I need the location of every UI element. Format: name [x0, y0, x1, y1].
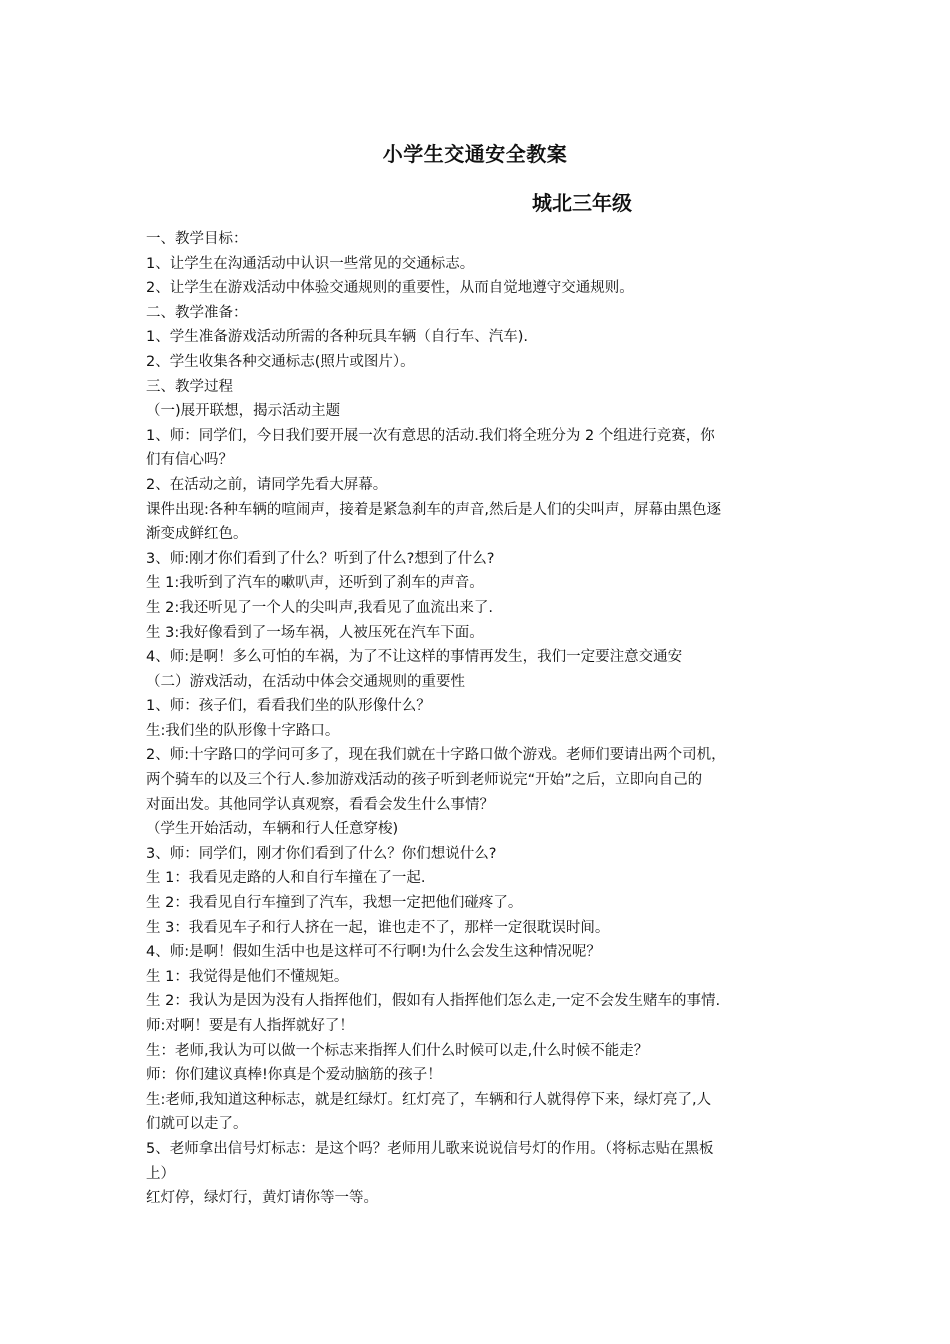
- text-line: 2、让学生在游戏活动中体验交通规则的重要性，从而自觉地遵守交通规则。: [146, 280, 634, 297]
- document-subtitle: 城北三年级: [532, 191, 632, 215]
- text-line: 1、让学生在沟通活动中认识一些常见的交通标志。: [146, 255, 475, 272]
- text-line: 2、师:十字路口的学问可多了，现在我们就在十字路口做个游戏。老师们要请出两个司机，: [146, 747, 726, 764]
- text-line: 师：你们建议真棒!你真是个爱动脑筋的孩子！: [146, 1067, 442, 1084]
- text-line: 红灯停，绿灯行，黄灯请你等一等。: [146, 1190, 378, 1207]
- text-line: 两个骑车的以及三个行人.参加游戏活动的孩子听到老师说完“开始”之后，立即向自己的: [146, 772, 703, 789]
- text-line: 4、师:是啊！多么可怕的车祸，为了不让这样的事情再发生，我们一定要注意交通安: [146, 649, 683, 666]
- text-line: 生 2：我认为是因为没有人指挥他们，假如有人指挥他们怎么走,一定不会发生赌车的事情.: [146, 993, 721, 1010]
- text-line: （学生开始活动，车辆和行人任意穿梭): [146, 821, 399, 838]
- text-line: 生 2：我看见自行车撞到了汽车，我想一定把他们碰疼了。: [146, 895, 523, 912]
- text-line: （一)展开联想，揭示活动主题: [146, 403, 341, 420]
- text-line: 3、师：同学们，刚才你们看到了什么？你们想说什么?: [146, 845, 497, 862]
- text-line: 生 3:我好像看到了一场车祸，人被压死在汽车下面。: [146, 624, 484, 641]
- text-line: 生 1:我听到了汽车的嗽叭声，还听到了刹车的声音。: [146, 575, 484, 592]
- document-title: 小学生交通安全教案: [382, 142, 568, 166]
- text-line: 4、师:是啊！假如生活中也是这样可不行啊!为什么会发生这种情况呢？: [146, 944, 601, 961]
- text-line: 1、师：同学们，今日我们要开展一次有意思的活动.我们将全班分为 2 个组进行竞赛，你: [146, 427, 715, 444]
- text-line: 渐变成鲜红色。: [146, 526, 248, 543]
- text-line: 生 3：我看见车子和行人挤在一起，谁也走不了，那样一定很耽误时间。: [146, 919, 610, 936]
- text-line: 生 1：我看见走路的人和自行车撞在了一起.: [146, 870, 426, 887]
- text-line: 生 2:我还听见了一个人的尖叫声,我看见了血流出来了.: [146, 599, 493, 616]
- text-line: 们有信心吗？: [146, 452, 233, 469]
- text-line: 生:我们坐的队形像十字路口。: [146, 722, 340, 739]
- text-line: 1、师：孩子们，看看我们坐的队形像什么？: [146, 698, 431, 715]
- text-line: 三、教学过程: [146, 378, 233, 395]
- document-body: [146, 227, 810, 1211]
- text-line: 生 1：我觉得是他们不懂规矩。: [146, 968, 349, 985]
- text-line: 生：老师,我认为可以做一个标志来指挥人们什么时候可以走,什么时候不能走？: [146, 1042, 649, 1059]
- text-line: 对面出发。其他同学认真观察，看看会发生什么事情？: [146, 796, 494, 813]
- text-line: 5、老师拿出信号灯标志：是这个吗？老师用儿歌来说说信号灯的作用。（将标志贴在黑板: [146, 1140, 714, 1157]
- text-line: 3、师:刚才你们看到了什么？听到了什么?想到了什么?: [146, 550, 495, 567]
- text-line: 师:对啊！要是有人指挥就好了！: [146, 1018, 354, 1034]
- text-line: 们就可以走了。: [146, 1116, 248, 1133]
- text-line: 2、在活动之前，请同学先看大屏幕。: [146, 476, 388, 493]
- text-line: 二、教学准备：: [146, 304, 248, 321]
- text-line: 一、教学目标：: [146, 231, 248, 247]
- text-line: 2、学生收集各种交通标志(照片或图片）。: [146, 353, 415, 370]
- text-line: 生:老师,我知道这种标志，就是红绿灯。红灯亮了，车辆和行人就得停下来，绿灯亮了,人: [146, 1091, 712, 1108]
- text-line: 课件出现:各种车辆的喧闹声，接着是紧急刹车的声音,然后是人们的尖叫声，屏幕由黑色逐: [146, 501, 721, 518]
- text-line: （二）游戏活动，在活动中体会交通规则的重要性: [146, 673, 465, 690]
- text-line: 1、学生准备游戏活动所需的各种玩具车辆（自行车、汽车).: [146, 329, 528, 346]
- text-line: 上）: [146, 1165, 175, 1182]
